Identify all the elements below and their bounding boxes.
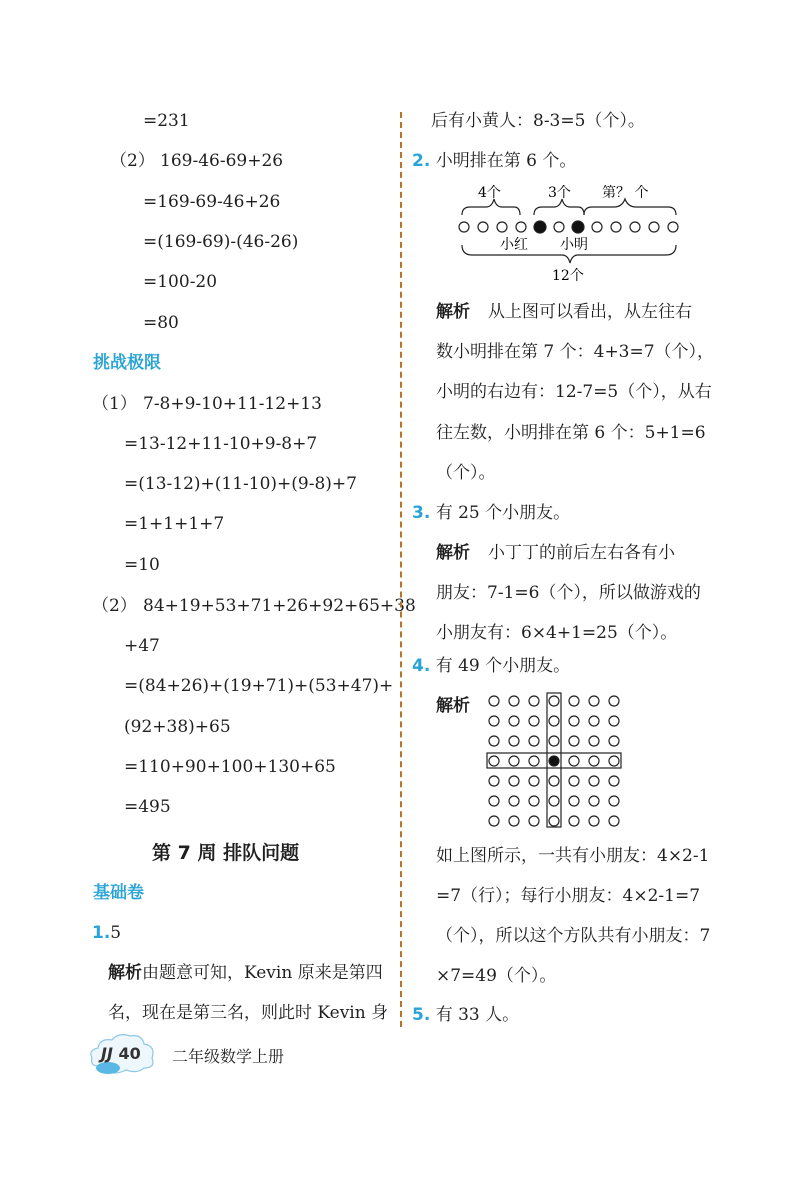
child-circle <box>509 816 519 826</box>
calc-line: =(84+26)+(19+71)+(53+47)+ <box>124 676 394 696</box>
answer: 小明排在第 6 个。 <box>435 151 577 171</box>
calc-line: =110+90+100+130+65 <box>124 757 336 777</box>
question-number: 5. <box>412 1005 431 1025</box>
child-circle <box>589 796 599 806</box>
child-circle <box>569 776 579 786</box>
child-circle <box>529 796 539 806</box>
analysis-line: 数小明排在第 7 个：4+3=7（个）， <box>436 342 715 362</box>
child-circle <box>529 696 539 706</box>
question-1 <box>92 922 121 944</box>
analysis-line: 小明的右边有：12-7=5（个），从右 <box>436 382 712 402</box>
analysis-line <box>436 301 692 323</box>
analysis-text: 由题意可知，Kevin 原来是第四 <box>142 963 383 983</box>
child-circle <box>529 816 539 826</box>
label-4: 4个 <box>478 185 501 201</box>
child-circle <box>489 716 499 726</box>
child-circle <box>569 796 579 806</box>
child-circle <box>668 222 678 232</box>
analysis-line: =7（行）；每行小朋友：4×2-1=7 <box>436 886 701 906</box>
page-prefix: JJ <box>101 1044 113 1063</box>
analysis-line: 名，现在是第三名，则此时 Kevin 身 <box>108 1003 389 1023</box>
xiaoming-dot <box>572 221 584 233</box>
child-circle <box>509 696 519 706</box>
child-circle <box>549 716 559 726</box>
brace-top-right <box>584 199 676 215</box>
problem-label: （2） <box>110 151 155 171</box>
brace-top-left <box>462 199 520 215</box>
question-5 <box>412 1004 519 1026</box>
page-number <box>101 1044 141 1063</box>
analysis-label: 解析 <box>108 963 142 983</box>
week-title: 第 7 周 排队问题 <box>152 842 300 864</box>
label-unknown: 第？ 个 <box>602 185 649 201</box>
queue-diagram <box>450 185 690 285</box>
book-title: 二年级数学上册 <box>172 1047 285 1066</box>
child-circle <box>489 736 499 746</box>
child-circle <box>569 756 579 766</box>
calc-line: =1+1+1+7 <box>124 514 225 534</box>
problem-expression: 84+19+53+71+26+92+65+38 <box>143 596 416 616</box>
challenge-heading: 挑战极限 <box>93 353 161 373</box>
child-circle <box>509 776 519 786</box>
child-circle <box>611 222 621 232</box>
child-circle <box>589 736 599 746</box>
problem-label: （2） <box>92 596 137 616</box>
analysis-line: ×7=49（个）。 <box>436 966 557 986</box>
child-circle <box>489 696 499 706</box>
whale-shape <box>96 1062 120 1074</box>
child-circle <box>497 222 507 232</box>
child-circle <box>589 816 599 826</box>
analysis-line: 后有小黄人：8-3=5（个）。 <box>431 111 645 131</box>
answer: 有 49 个小朋友。 <box>435 656 571 676</box>
child-circle <box>489 816 499 826</box>
analysis-text: 从上图可以看出，从左往右 <box>488 302 692 322</box>
calc-line: =10 <box>124 555 160 575</box>
child-circle <box>489 756 499 766</box>
calc-line: =100-20 <box>143 272 218 292</box>
child-circle <box>516 222 526 232</box>
question-number: 2. <box>412 151 431 171</box>
child-circle <box>630 222 640 232</box>
child-circle <box>649 222 659 232</box>
child-circle <box>489 796 499 806</box>
problem-label: （1） <box>92 394 137 414</box>
question-number: 3. <box>412 503 431 523</box>
label-xiaoming: 小明 <box>560 237 588 253</box>
analysis-line <box>436 542 675 564</box>
question-number: 4. <box>412 656 431 676</box>
question-3 <box>412 502 570 524</box>
analysis-label-line <box>436 695 470 717</box>
child-circle <box>549 696 559 706</box>
xiaohong-dot <box>534 221 546 233</box>
basic-heading: 基础卷 <box>93 883 144 903</box>
brace-top-middle <box>534 199 584 215</box>
child-circle <box>509 716 519 726</box>
child-circle <box>589 776 599 786</box>
analysis-line: 往左数，小明排在第 6 个：5+1=6 <box>436 423 706 443</box>
analysis-label: 解析 <box>436 302 470 322</box>
child-circle <box>569 716 579 726</box>
page-number-value: 40 <box>118 1044 141 1063</box>
child-circle <box>609 816 619 826</box>
question-number: 1. <box>92 923 111 943</box>
child-circle <box>569 696 579 706</box>
child-circle <box>529 716 539 726</box>
analysis-text: 小丁丁的前后左右各有小 <box>488 543 675 563</box>
child-circle <box>592 222 602 232</box>
answer: 有 33 人。 <box>435 1005 520 1025</box>
child-circle <box>589 716 599 726</box>
child-circle <box>554 222 564 232</box>
child-circle <box>609 776 619 786</box>
child-circle <box>589 696 599 706</box>
calc-line: =231 <box>143 111 190 131</box>
answer: 5 <box>110 923 122 943</box>
child-circle <box>609 736 619 746</box>
child-circle <box>529 776 539 786</box>
square-formation-diagram <box>484 692 624 832</box>
label-3: 3个 <box>548 185 571 201</box>
calc-line: =169-69-46+26 <box>143 192 281 212</box>
child-circle <box>549 776 559 786</box>
answer: 有 25 个小朋友。 <box>435 503 571 523</box>
problem-expression: 169-46-69+26 <box>160 151 284 171</box>
analysis-line: 朋友：7-1=6（个），所以做游戏的 <box>436 583 701 603</box>
calc-line: =495 <box>124 797 171 817</box>
child-circle <box>589 756 599 766</box>
child-circle <box>549 796 559 806</box>
column-divider <box>400 112 402 1027</box>
child-circle <box>529 736 539 746</box>
calc-line: =(169-69)-(46-26) <box>143 232 299 252</box>
question-4 <box>412 655 570 677</box>
analysis-line <box>108 962 383 984</box>
calc-line: (92+38)+65 <box>124 717 231 737</box>
child-circle <box>609 696 619 706</box>
question-2 <box>412 150 576 172</box>
child-circle <box>609 796 619 806</box>
child-circle <box>478 222 488 232</box>
calc-line: +47 <box>124 636 160 656</box>
child-circle <box>609 756 619 766</box>
child-circle <box>489 776 499 786</box>
xiaodingding-dot <box>549 756 559 766</box>
child-circle <box>459 222 469 232</box>
analysis-label: 解析 <box>436 696 470 716</box>
child-circle <box>549 816 559 826</box>
child-circle <box>529 756 539 766</box>
analysis-line: 如上图所示，一共有小朋友：4×2-1 <box>436 846 710 866</box>
child-circle <box>509 796 519 806</box>
analysis-line: 小朋友有：6×4+1=25（个）。 <box>436 623 678 643</box>
analysis-label: 解析 <box>436 543 470 563</box>
child-circle <box>569 816 579 826</box>
analysis-line: （个），所以这个方队共有小朋友：7 <box>436 926 711 946</box>
child-circle <box>509 736 519 746</box>
calc-line: =(13-12)+(11-10)+(9-8)+7 <box>124 474 357 494</box>
child-circle <box>549 736 559 746</box>
calc-line: =13-12+11-10+9-8+7 <box>124 434 318 454</box>
calc-line: =80 <box>143 313 179 333</box>
label-total: 12个 <box>552 268 584 284</box>
child-circle <box>509 756 519 766</box>
child-circle <box>609 716 619 726</box>
child-circle <box>569 736 579 746</box>
analysis-line: （个）。 <box>436 463 496 483</box>
label-xiaohong: 小红 <box>500 237 528 253</box>
problem-expression: 7-8+9-10+11-12+13 <box>143 394 322 414</box>
